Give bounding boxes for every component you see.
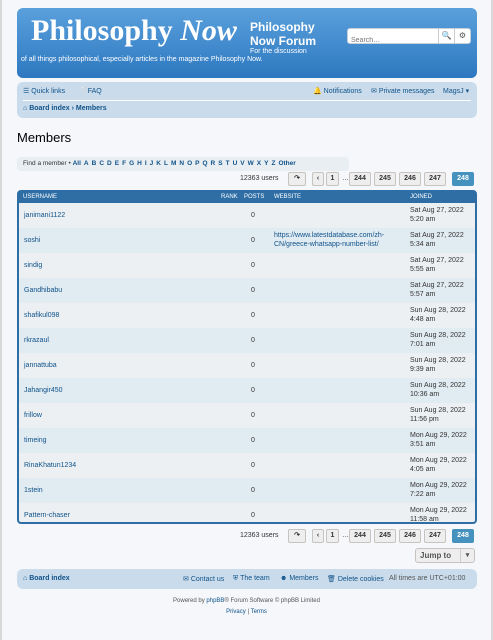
- letter-filter-t[interactable]: T: [225, 160, 230, 167]
- user-count: 12363 users: [240, 175, 279, 182]
- home-icon: ⌂: [23, 575, 28, 582]
- table-row: [19, 228, 475, 253]
- member-username[interactable]: sindig: [24, 262, 43, 269]
- member-joined: Sat Aug 27, 2022 5:55 am: [410, 257, 464, 273]
- envelope-icon: ✉: [183, 576, 189, 583]
- col-username[interactable]: USERNAME: [23, 194, 58, 200]
- letter-filter-a[interactable]: A: [83, 160, 89, 167]
- table-row: [19, 353, 475, 378]
- member-posts[interactable]: 0: [251, 237, 255, 244]
- letter-filter-x[interactable]: X: [256, 160, 262, 167]
- forum-subtitle: For the discussion: [250, 48, 307, 55]
- terms-link[interactable]: Terms: [250, 609, 267, 615]
- find-member-label: Find a member •: [23, 160, 71, 167]
- site-logo[interactable]: Philosophy Now: [31, 14, 237, 47]
- col-joined[interactable]: JOINED: [410, 194, 433, 200]
- members-link[interactable]: ☻ Members: [280, 575, 319, 582]
- timezone-text: All times are UTC+01:00: [389, 575, 466, 582]
- find-member-bar: [17, 157, 349, 171]
- private-messages-link[interactable]: ✉ Private messages: [371, 88, 435, 95]
- breadcrumb-board-index[interactable]: Board index: [29, 105, 70, 112]
- gear-icon[interactable]: ⚙: [454, 29, 470, 43]
- member-joined: Sun Aug 28, 2022 4:48 am: [410, 307, 466, 323]
- jump-to-page-icon[interactable]: ↷: [288, 172, 306, 186]
- letter-filter-j[interactable]: J: [149, 160, 154, 167]
- member-posts[interactable]: 0: [251, 512, 255, 519]
- letter-filter-all[interactable]: All: [72, 160, 81, 167]
- page-247[interactable]: 247: [424, 529, 446, 543]
- search-input[interactable]: [348, 34, 436, 48]
- site-header: [17, 8, 477, 78]
- col-website[interactable]: WEBSITE: [274, 194, 302, 200]
- table-row: [19, 453, 475, 478]
- chevron-right-icon: ›: [71, 105, 74, 112]
- member-posts[interactable]: 0: [251, 362, 255, 369]
- delete-cookies-link[interactable]: 🗑 Delete cookies: [327, 576, 384, 583]
- phpbb-link[interactable]: phpBB: [206, 598, 225, 604]
- page-1[interactable]: 1: [326, 529, 339, 543]
- letter-filter-e[interactable]: E: [114, 160, 120, 167]
- breadcrumb: [23, 105, 107, 112]
- page-244[interactable]: 244: [349, 529, 371, 543]
- letter-filter-z[interactable]: Z: [271, 160, 276, 167]
- member-username[interactable]: frillow: [24, 412, 42, 419]
- member-username[interactable]: soshi: [24, 237, 41, 244]
- letter-filter-l[interactable]: L: [163, 160, 168, 167]
- faq-link[interactable]: ❔FAQ: [79, 88, 102, 95]
- page-1[interactable]: 1: [326, 172, 339, 186]
- member-joined: Sat Aug 27, 2022 5:57 am: [410, 282, 464, 298]
- table-row: [19, 278, 475, 303]
- jump-to-page-icon[interactable]: ↷: [288, 529, 306, 543]
- page-247[interactable]: 247: [424, 172, 446, 186]
- table-row: [19, 478, 475, 503]
- table-row: [19, 378, 475, 403]
- footer-nav: [17, 569, 477, 589]
- powered-by: Powered by phpBB® Forum Software © phpBB Limited: [173, 598, 320, 604]
- table-row: [19, 203, 475, 228]
- letter-filter-f[interactable]: F: [122, 160, 127, 167]
- prev-page-icon[interactable]: ‹: [312, 172, 324, 186]
- table-header: [19, 192, 475, 203]
- member-website[interactable]: https://www.latestdatabase.com/zh-CN/greece-whatsapp-number-list/: [274, 232, 385, 248]
- footer-board-index[interactable]: ⌂ Board index: [23, 575, 70, 582]
- member-posts[interactable]: 0: [251, 462, 255, 469]
- breadcrumb-members[interactable]: Members: [75, 105, 107, 112]
- pagination-ellipsis: …: [342, 532, 349, 539]
- pagination-top: [16, 172, 476, 186]
- letter-filter-y[interactable]: Y: [264, 160, 269, 167]
- inbox-icon: ✉: [371, 88, 377, 95]
- letter-filter-r[interactable]: R: [210, 160, 216, 167]
- member-posts[interactable]: 0: [251, 437, 255, 444]
- member-username[interactable]: jannattuba: [24, 362, 57, 369]
- member-username[interactable]: rkrazaul: [24, 337, 49, 344]
- navbar: [17, 82, 477, 118]
- users-icon: ☻: [280, 575, 288, 582]
- page-245[interactable]: 245: [374, 172, 396, 186]
- letter-filter-i[interactable]: I: [144, 160, 147, 167]
- member-joined: Mon Aug 29, 2022 11:58 am: [410, 507, 467, 523]
- member-username[interactable]: Gandhibabu: [24, 287, 63, 294]
- letter-filter-p[interactable]: P: [195, 160, 200, 167]
- member-joined: Mon Aug 29, 2022 7:22 am: [410, 482, 467, 498]
- letter-filter-u[interactable]: U: [232, 160, 238, 167]
- member-posts[interactable]: 0: [251, 287, 255, 294]
- search-icon[interactable]: 🔍: [438, 29, 454, 43]
- user-count: 12363 users: [240, 532, 279, 539]
- site-description: of all things philosophical, especially articles in the magazine Philosophy Now.: [21, 56, 263, 63]
- privacy-link[interactable]: Privacy: [226, 609, 246, 615]
- question-icon: ❔: [79, 88, 88, 95]
- member-posts[interactable]: 0: [251, 262, 255, 269]
- letter-filter-other[interactable]: Other: [278, 160, 296, 167]
- col-rank[interactable]: RANK: [221, 194, 238, 200]
- page-244[interactable]: 244: [349, 172, 371, 186]
- page-245[interactable]: 245: [374, 529, 396, 543]
- member-joined: Sun Aug 28, 2022 7:01 am: [410, 332, 466, 348]
- members-table: [17, 190, 477, 524]
- table-row: [19, 253, 475, 278]
- forum-title: Philosophy Now Forum: [250, 20, 316, 48]
- page-248-current[interactable]: 248: [452, 172, 474, 186]
- chevron-down-icon: ▾: [465, 88, 470, 95]
- letter-filter-d[interactable]: D: [107, 160, 112, 167]
- member-joined: Sat Aug 27, 2022 5:34 am: [410, 232, 464, 248]
- letter-filter-s[interactable]: S: [218, 160, 223, 167]
- letter-filter-c[interactable]: C: [99, 160, 105, 167]
- prev-page-icon[interactable]: ‹: [312, 529, 324, 543]
- jump-to-select[interactable]: Jump to ▾: [415, 548, 475, 563]
- footer-pipe: |: [247, 609, 249, 615]
- navbar-divider: [23, 100, 471, 101]
- letter-filter-h[interactable]: H: [137, 160, 142, 167]
- page-title: Members: [17, 130, 72, 145]
- trash-icon: 🗑: [327, 576, 336, 583]
- table-row: [19, 403, 475, 428]
- member-username[interactable]: Pattern-chaser: [24, 512, 70, 519]
- table-row: [19, 303, 475, 328]
- member-joined: Mon Aug 29, 2022 3:51 am: [410, 432, 467, 448]
- user-menu[interactable]: MagsJ ▾: [443, 88, 470, 95]
- table-row: [19, 503, 475, 524]
- member-posts[interactable]: 0: [251, 487, 255, 494]
- notifications-link[interactable]: 🔔 Notifications: [313, 88, 362, 95]
- member-joined: Sun Aug 28, 2022 9:39 am: [410, 357, 466, 373]
- chevron-down-icon: ▾: [460, 549, 474, 562]
- member-username[interactable]: RinaKhatun1234: [24, 462, 77, 469]
- member-username[interactable]: timeing: [24, 437, 47, 444]
- page-246[interactable]: 246: [399, 172, 421, 186]
- table-row: [19, 328, 475, 353]
- quick-links-button[interactable]: ☰ Quick links: [23, 88, 66, 95]
- member-username[interactable]: Jahangir450: [24, 387, 63, 394]
- footer-links: [0, 609, 493, 615]
- member-posts[interactable]: 0: [251, 387, 255, 394]
- letter-filter-o[interactable]: O: [187, 160, 193, 167]
- member-posts[interactable]: 0: [251, 312, 255, 319]
- member-username[interactable]: shafikul098: [24, 312, 60, 319]
- letter-filter-n[interactable]: N: [179, 160, 185, 167]
- letter-filter-v[interactable]: V: [240, 160, 245, 167]
- member-posts[interactable]: 0: [251, 212, 255, 219]
- pagination-ellipsis: …: [342, 175, 349, 182]
- contact-us-link[interactable]: ✉ Contact us: [183, 576, 225, 583]
- member-joined: Sun Aug 28, 2022 11:56 pm: [410, 407, 466, 423]
- shield-icon: ⛨: [233, 575, 239, 582]
- letter-filter-b[interactable]: B: [91, 160, 97, 167]
- member-joined: Mon Aug 29, 2022 4:05 am: [410, 457, 467, 473]
- member-username[interactable]: 1stein: [24, 487, 43, 494]
- pagination-bottom: [16, 529, 476, 543]
- member-posts[interactable]: 0: [251, 337, 255, 344]
- the-team-link[interactable]: ⛨ The team: [233, 575, 270, 582]
- page-246[interactable]: 246: [399, 529, 421, 543]
- letter-filter-w[interactable]: W: [247, 160, 254, 167]
- table-row: [19, 428, 475, 453]
- home-icon: ⌂: [23, 105, 28, 112]
- member-posts[interactable]: 0: [251, 412, 255, 419]
- member-username[interactable]: janimani1122: [24, 212, 66, 219]
- letter-filter-g[interactable]: G: [129, 160, 135, 167]
- letter-filter-q[interactable]: Q: [202, 160, 208, 167]
- letter-filter-k[interactable]: K: [156, 160, 161, 167]
- page-248-current[interactable]: 248: [452, 529, 474, 543]
- search-box: [347, 28, 471, 44]
- member-joined: Sat Aug 27, 2022 5:20 am: [410, 207, 464, 223]
- letter-filter-m[interactable]: M: [170, 160, 177, 167]
- bell-icon: 🔔: [313, 88, 322, 95]
- member-joined: Sun Aug 28, 2022 10:36 am: [410, 382, 466, 398]
- col-posts[interactable]: POSTS: [244, 194, 265, 200]
